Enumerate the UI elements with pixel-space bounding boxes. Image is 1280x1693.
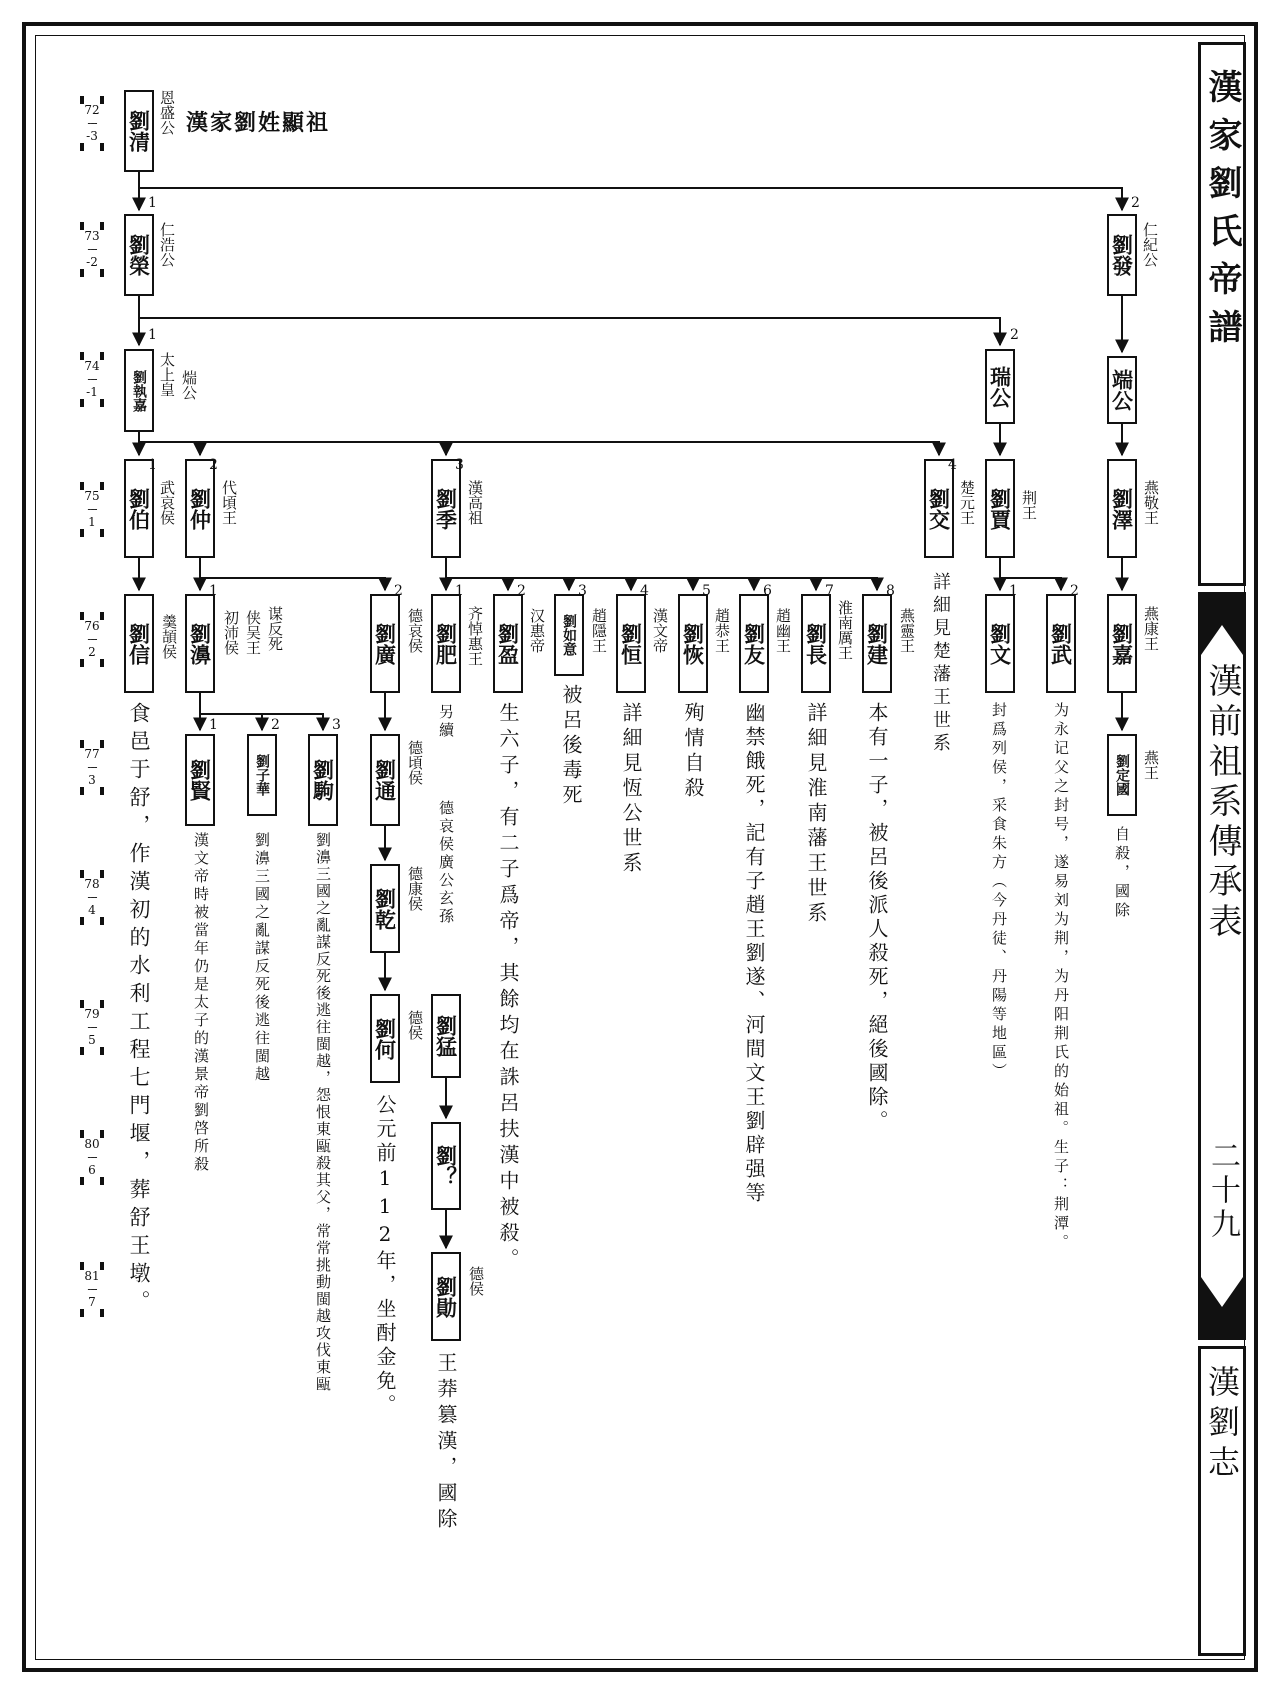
note-ying: 生六子，有二子爲帝，其餘均在誅呂扶漢中被殺。	[496, 702, 520, 1274]
note-xin: 食邑于舒，作漢初的水利工程七門堰，葬舒王墩。	[127, 702, 151, 1318]
generation-offset: -3	[86, 129, 98, 143]
note-fei: 另續	[437, 704, 455, 740]
node-liu-ruyi: 劉如意	[554, 594, 584, 676]
node-liu-he: 劉何	[370, 994, 400, 1083]
node-liu-chang: 劉長	[801, 594, 831, 693]
chart-title: 漢家劉姓顯祖	[186, 110, 331, 136]
title-bi: 初沛侯	[222, 610, 240, 655]
title-qi: 德康侯	[406, 866, 424, 911]
generation-number: 74	[84, 359, 100, 373]
title-ze: 燕敬王	[1142, 480, 1160, 525]
generation-number: 73	[84, 229, 100, 243]
generation-offset: 1	[88, 515, 96, 529]
node-liu-wu: 劉武	[1046, 594, 1076, 693]
generation-marker: 76 --- 2	[76, 612, 108, 667]
generation-marker: 73 --- -2	[76, 222, 108, 277]
node-liu-jia: 劉賈	[985, 459, 1015, 558]
order-bi: 1	[209, 583, 218, 599]
node-liu-bi: 劉濞	[185, 594, 215, 693]
order-you: 6	[763, 583, 772, 599]
side-title-mid: 漢前祖系傳承表	[1202, 663, 1242, 943]
title-jia: 荆王	[1020, 490, 1038, 520]
generation-number: 78	[84, 877, 100, 891]
order-ruyi: 3	[578, 583, 587, 599]
page-number: 二十九	[1205, 1140, 1240, 1242]
title-he: 德侯	[406, 1010, 424, 1040]
node-liu-tong: 劉通	[370, 734, 400, 826]
node-liu-xian: 劉賢	[185, 734, 215, 826]
generation-number: 77	[84, 747, 100, 761]
title-zhong: 代頃王	[220, 480, 238, 525]
note-dingguo: 自殺，國除	[1113, 826, 1131, 921]
order-zihua: 2	[271, 717, 280, 733]
node-liu-ze: 劉澤	[1107, 459, 1137, 558]
title-tong: 德頃侯	[406, 740, 424, 785]
generation-marker: 72 --- -3	[76, 96, 108, 151]
node-liu-guang: 劉廣	[370, 594, 400, 693]
node-liu-wen: 劉文	[985, 594, 1015, 693]
node-liu-meng: 劉猛	[431, 994, 461, 1078]
order-ying: 2	[517, 583, 526, 599]
generation-number: 79	[84, 1007, 100, 1021]
generation-offset: 5	[88, 1033, 96, 1047]
note-zhu: 王莽篡漢，國除	[434, 1352, 458, 1534]
node-liu-ying: 劉盈	[493, 594, 523, 693]
order-bo: 1	[148, 457, 157, 473]
order-ji: 3	[455, 457, 464, 473]
node-liu-you: 劉友	[739, 594, 769, 693]
note-ju: 劉濞三國之亂謀反死後逃往閩越，怨恨東甌殺其父，常常挑動閩越攻伐東甌	[314, 832, 332, 1393]
node-liu-bo: 劉伯	[124, 459, 154, 558]
note-chang: 詳細見淮南藩王世系	[804, 702, 828, 927]
node-liu-zihua: 劉子華	[247, 734, 277, 816]
order-fa: 2	[1131, 195, 1140, 211]
node-duan: 端公	[1107, 356, 1137, 424]
node-liu-zhu: 劉勛	[431, 1252, 461, 1341]
title-heng: 漢文帝	[651, 608, 669, 653]
order-jian: 8	[886, 583, 895, 599]
note-zihua: 劉濞三國之亂謀反死後逃往閩越	[253, 832, 271, 1084]
node-liu-jia2: 劉嘉	[1107, 594, 1137, 693]
order-hui: 5	[702, 583, 711, 599]
order-chang: 7	[825, 583, 834, 599]
note-heng: 詳細見恆公世系	[619, 702, 643, 877]
node-rui: 瑞公	[985, 349, 1015, 424]
title-ying: 汉惠帝	[528, 608, 546, 653]
generation-number: 81	[84, 1269, 100, 1283]
node-liu-fa: 劉發	[1107, 214, 1137, 296]
generation-offset: -1	[86, 385, 98, 399]
generation-offset: 3	[88, 773, 96, 787]
generation-offset: 7	[88, 1295, 96, 1309]
title3-bi: 谋反死	[266, 606, 284, 651]
order-rong: 1	[148, 195, 157, 211]
note-hui: 殉情自殺	[681, 702, 705, 802]
generation-number: 72	[84, 103, 100, 117]
order-fei: 1	[455, 583, 464, 599]
generation-offset: 6	[88, 1163, 96, 1177]
title-fei: 齐悼惠王	[466, 606, 484, 666]
node-liu-qing: 劉清	[124, 90, 154, 172]
generation-marker: 77 --- 3	[76, 740, 108, 795]
node-liu-jian: 劉建	[862, 594, 892, 693]
order-xian: 1	[209, 717, 218, 733]
node-liu-ji: 劉季	[431, 459, 461, 558]
title-liu-rong: 仁浩公	[158, 222, 176, 267]
order-wu: 2	[1070, 583, 1079, 599]
node-liu-fei: 劉肥	[431, 594, 461, 693]
title-liu-qing: 恩盛公	[158, 90, 176, 135]
title-xin: 羹頡侯	[160, 614, 178, 659]
title-ruyi: 趙隱王	[590, 608, 608, 653]
generation-offset: -2	[86, 255, 98, 269]
order-guang: 2	[394, 583, 403, 599]
title-chang: 淮南厲王	[836, 600, 854, 660]
order-jiao: 4	[948, 457, 957, 473]
generation-marker: 78 --- 4	[76, 870, 108, 925]
node-liu-jiao: 劉交	[924, 459, 954, 558]
title-hui: 趙恭王	[713, 608, 731, 653]
title-jiao: 楚元王	[958, 480, 976, 525]
generation-marker: 80 --- 6	[76, 1130, 108, 1185]
node-liu-hui: 劉恢	[678, 594, 708, 693]
order-heng: 4	[640, 583, 649, 599]
order-zhijia: 1	[148, 327, 157, 343]
side-title-top: 漢家劉氏帝譜	[1202, 69, 1242, 357]
node-liu-ju: 劉駒	[308, 734, 338, 826]
node-liu-dingguo: 劉定國	[1107, 734, 1137, 816]
generation-offset: 4	[88, 903, 96, 917]
note-wen: 封爲列侯，采食朱方（今丹徒、丹陽等地區）	[990, 702, 1008, 1082]
generation-number: 75	[84, 489, 100, 503]
node-liu-unknown: 劉？	[431, 1122, 461, 1210]
generation-offset: 2	[88, 645, 96, 659]
note-you: 幽禁餓死，記有子趙王劉遂、河間文王劉辟强等	[742, 702, 766, 1206]
order-zhong: 2	[209, 457, 218, 473]
title-liu-fa: 仁紀公	[1141, 222, 1159, 267]
node-liu-rong: 劉榮	[124, 214, 154, 296]
node-liu-qi: 劉乾	[370, 864, 400, 953]
node-liu-xin: 劉信	[124, 594, 154, 693]
generation-marker: 81 --- 7	[76, 1262, 108, 1317]
title-jian: 燕靈王	[898, 608, 916, 653]
generation-marker: 74 --- -1	[76, 352, 108, 407]
note-he: 公元前112年，坐酎金免。	[373, 1094, 397, 1418]
title2-zhijia: 煓公	[180, 370, 198, 400]
note-xian: 漢文帝時被當年仍是太子的漢景帝劉啓所殺	[192, 832, 210, 1174]
note-jian: 本有一子，被呂後派人殺死，絕後國除。	[865, 702, 889, 1134]
generation-marker: 75 --- 1	[76, 482, 108, 537]
generation-number: 76	[84, 619, 100, 633]
note-wu: 为永记父之封号，遂易刘为荆，为丹阳荆氏的始祖。生子：荆潭。	[1052, 702, 1070, 1253]
note-jiao: 詳細見楚藩王世系	[930, 572, 951, 756]
title-dingguo: 燕王	[1142, 750, 1160, 780]
title-you: 趙幽王	[774, 608, 792, 653]
title-jia2: 燕康王	[1142, 606, 1160, 651]
title-bo: 武哀侯	[158, 480, 176, 525]
title-zhijia: 太上皇	[158, 352, 176, 397]
title-zhu: 德侯	[467, 1266, 485, 1296]
node-liu-heng: 劉恒	[616, 594, 646, 693]
title2-bi: 侠吴王	[244, 610, 262, 655]
generation-marker: 79 --- 5	[76, 1000, 108, 1055]
title-ji: 漢高祖	[466, 480, 484, 525]
generation-number: 80	[84, 1137, 100, 1151]
title-guang: 德哀侯	[406, 608, 424, 653]
order-wen: 1	[1009, 583, 1018, 599]
note-ruyi: 被呂後毒死	[559, 684, 583, 809]
side-title-bottom: 漢劉志	[1203, 1365, 1241, 1485]
order-rui: 2	[1010, 327, 1019, 343]
node-liu-zhong: 劉仲	[185, 459, 215, 558]
order-ju: 3	[332, 717, 341, 733]
node-liu-zhijia: 劉執嘉	[124, 349, 154, 432]
note-fei-2: 德哀侯廣公玄孫	[437, 800, 455, 926]
